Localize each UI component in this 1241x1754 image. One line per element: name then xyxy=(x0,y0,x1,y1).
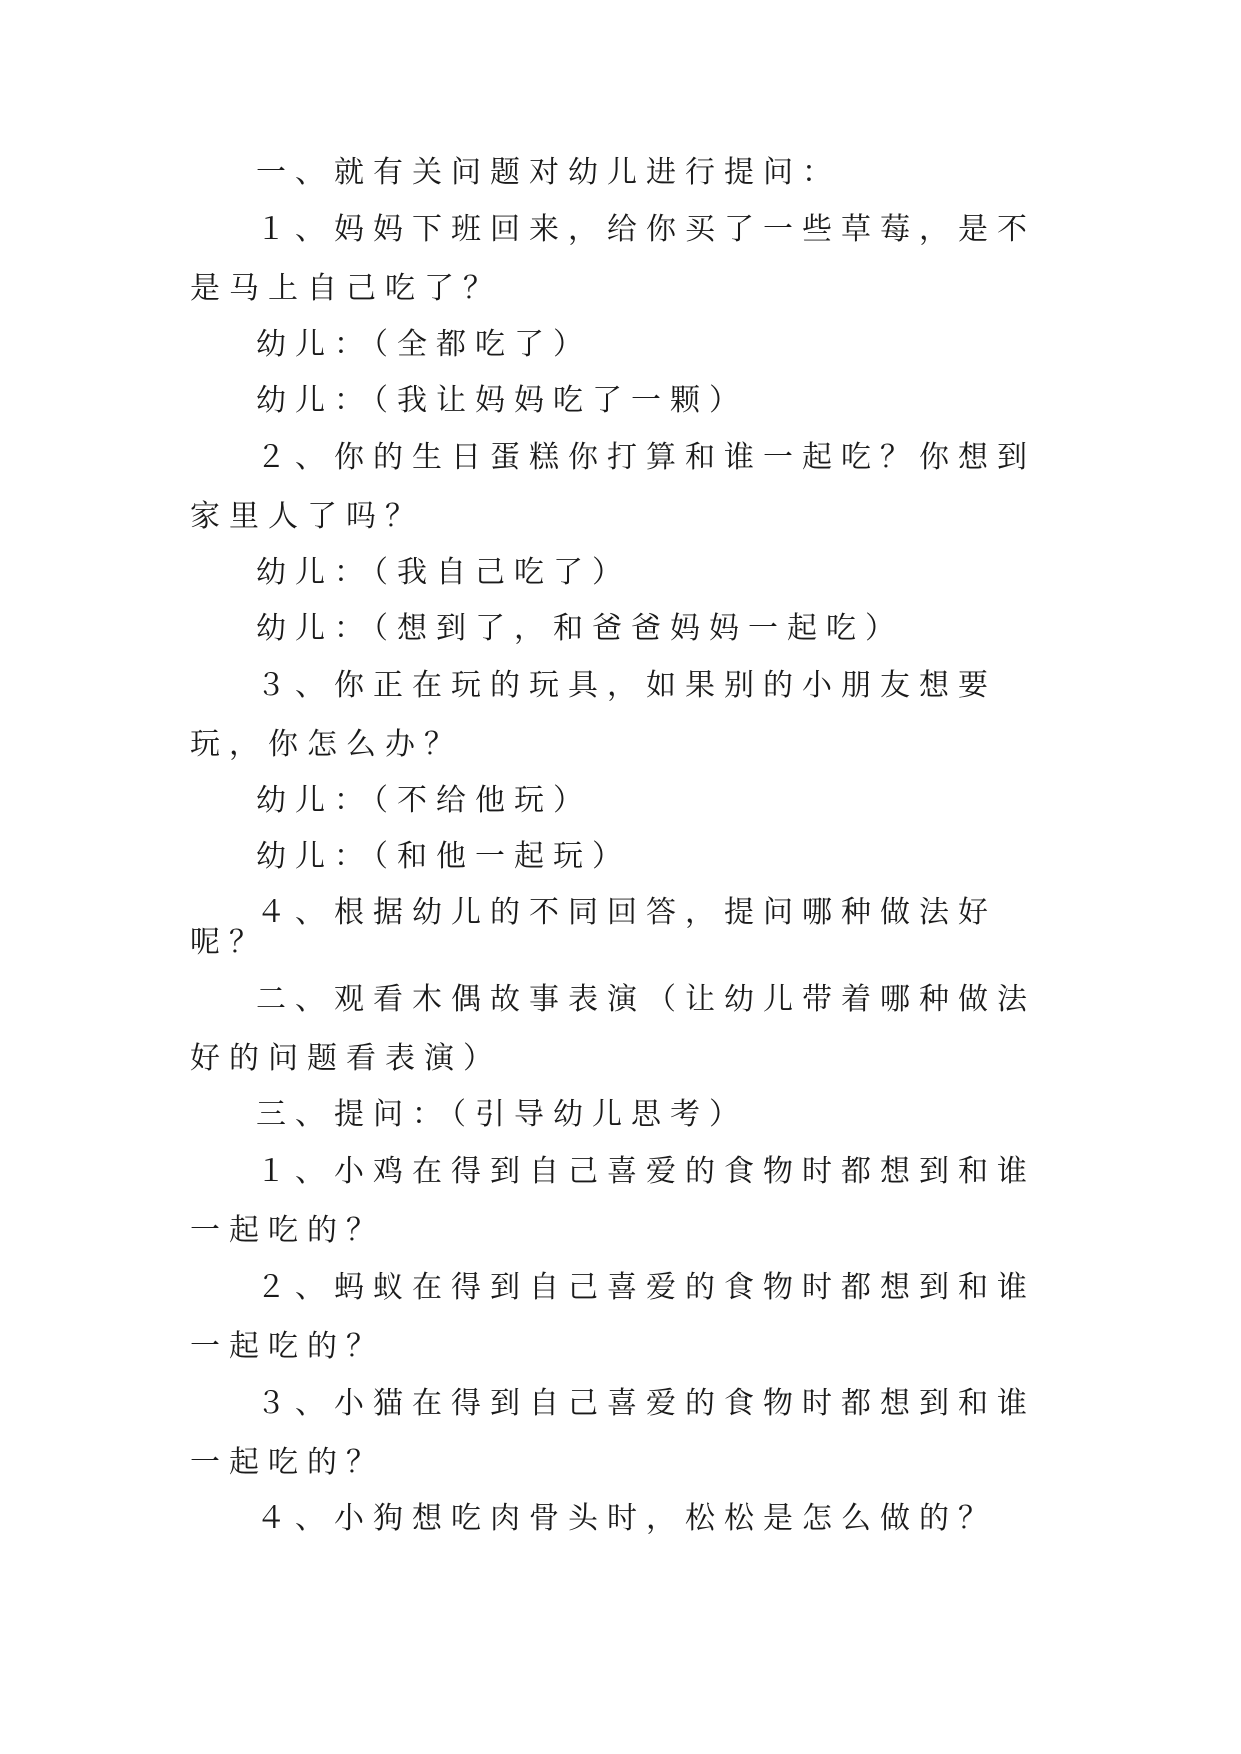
reflection-question-1: １、小鸡在得到自己喜爱的食物时都想到和谁一起吃的？ xyxy=(190,1154,1036,1248)
child-answer: 幼儿：（和他一起玩） xyxy=(256,839,631,874)
child-answer: 幼儿：（我自己吃了） xyxy=(256,555,631,590)
section-heading-1: 一、就有关问题对幼儿进行提问： xyxy=(256,155,841,190)
child-answer: 幼儿：（想到了，和爸爸妈妈一起吃） xyxy=(256,611,904,646)
document-body xyxy=(190,155,1050,1560)
question-4: ４、根据幼儿的不同回答，提问哪种做法好呢？ xyxy=(190,895,997,960)
reflection-question-4: ４、小狗想吃肉骨头时，松松是怎么做的？ xyxy=(256,1501,997,1536)
reflection-question-2: ２、蚂蚁在得到自己喜爱的食物时都想到和谁一起吃的？ xyxy=(190,1270,1036,1364)
question-2: ２、你的生日蛋糕你打算和谁一起吃？你想到家里人了吗？ xyxy=(190,440,1036,534)
reflection-question-3: ３、小猫在得到自己喜爱的食物时都想到和谁一起吃的？ xyxy=(190,1386,1036,1480)
question-3: ３、你正在玩的玩具，如果别的小朋友想要玩，你怎么办？ xyxy=(190,668,997,762)
child-answer: 幼儿：（我让妈妈吃了一颗） xyxy=(256,383,748,418)
section-heading-3: 三、提问：（引导幼儿思考） xyxy=(256,1097,748,1132)
child-answer: 幼儿：（不给他玩） xyxy=(256,783,592,818)
question-1: １、妈妈下班回来，给你买了一些草莓，是不是马上自己吃了？ xyxy=(190,212,1036,306)
section-heading-2: 二、观看木偶故事表演（让幼儿带着哪种做法好的问题看表演） xyxy=(190,982,1036,1076)
child-answer: 幼儿：（全都吃了） xyxy=(256,327,592,362)
